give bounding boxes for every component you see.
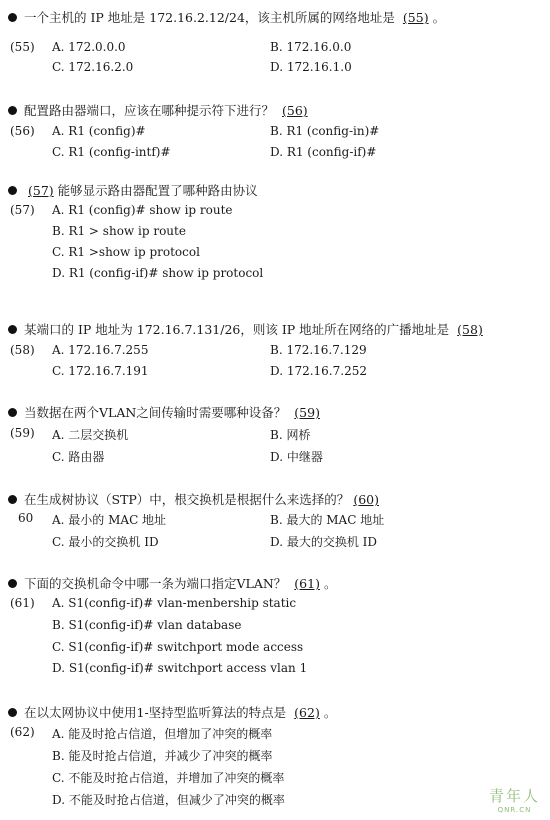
question-stem	[8, 574, 336, 592]
question-number: (55)	[10, 40, 35, 54]
option-d: D. 最大的交换机 ID	[270, 535, 377, 549]
stem-end: 。	[323, 705, 337, 720]
bullet-icon	[8, 325, 17, 334]
stem-text: 能够显示路由器配置了哪种路由协议	[57, 183, 258, 198]
option-b: B. 172.16.7.129	[270, 343, 367, 357]
stem-text: 在以太网协议中使用1-坚持型监听算法的特点是	[24, 705, 287, 720]
question-number: (58)	[10, 343, 35, 357]
option-c: C. R1 >show ip protocol	[52, 245, 200, 259]
bullet-icon	[8, 495, 17, 504]
question-stem	[8, 320, 487, 338]
option-b: B. 能及时抢占信道，并减少了冲突的概率	[52, 749, 273, 763]
question-stem	[8, 8, 445, 26]
option-c: C. R1 (config-intf)#	[52, 145, 171, 159]
bullet-icon	[8, 186, 17, 195]
option-b: B. R1 (config-in)#	[270, 124, 380, 138]
option-d: D. 不能及时抢占信道，但减少了冲突的概率	[52, 793, 285, 807]
question-stem	[8, 181, 258, 199]
option-a: A. R1 (config)# show ip route	[52, 203, 233, 217]
bullet-icon	[8, 106, 17, 115]
bullet-icon	[8, 708, 17, 717]
stem-end: 。	[323, 576, 337, 591]
question-stem	[8, 403, 324, 421]
bullet-icon	[8, 13, 17, 22]
option-b: B. 172.16.0.0	[270, 40, 352, 54]
question-number: 60	[18, 511, 34, 525]
answer-blank: (60)	[353, 492, 379, 507]
question-stem	[8, 703, 336, 721]
question-number: (59)	[10, 426, 35, 440]
stem-text: 在生成树协议（STP）中，根交换机是根据什么来选择的？	[24, 492, 350, 507]
option-c: C. 路由器	[52, 450, 105, 464]
stem-text: 一个主机的 IP 地址是 172.16.2.12/24，该主机所属的网络地址是	[24, 10, 395, 25]
bullet-icon	[8, 579, 17, 588]
question-stem	[8, 101, 312, 119]
option-c: C. S1(config-if)# switchport mode access	[52, 640, 304, 654]
option-c: C. 172.16.2.0	[52, 60, 134, 74]
option-d: D. R1 (config-if)#	[270, 145, 377, 159]
stem-end: 。	[432, 10, 446, 25]
watermark-sub-text: QNR.CN	[497, 806, 532, 814]
option-a: A. 172.16.7.255	[52, 343, 149, 357]
stem-text: 当数据在两个VLAN之间传输时需要哪种设备？	[24, 405, 287, 420]
option-c: C. 不能及时抢占信道，并增加了冲突的概率	[52, 771, 285, 785]
option-a: A. R1 (config)#	[52, 124, 146, 138]
option-b: B. 网桥	[270, 428, 311, 442]
answer-blank: (62)	[294, 705, 320, 720]
question-number: (62)	[10, 725, 35, 739]
answer-blank: (61)	[294, 576, 320, 591]
answer-blank: (57)	[28, 183, 54, 198]
option-a: A. 172.0.0.0	[52, 40, 126, 54]
watermark-main-text: 青年人	[488, 787, 540, 805]
option-c: C. 172.16.7.191	[52, 364, 149, 378]
answer-blank: (59)	[294, 405, 320, 420]
option-d: D. S1(config-if)# switchport access vlan 1	[52, 661, 308, 675]
bullet-icon	[8, 408, 17, 417]
answer-blank: (56)	[282, 103, 308, 118]
option-a: A. 最小的 MAC 地址	[52, 513, 167, 527]
option-d: D. 172.16.1.0	[270, 60, 352, 74]
option-b: B. 最大的 MAC 地址	[270, 513, 385, 527]
option-b: B. R1 > show ip route	[52, 224, 186, 238]
stem-text: 下面的交换机命令中哪一条为端口指定VLAN？	[24, 576, 287, 591]
stem-text: 某端口的 IP 地址为 172.16.7.131/26，则该 IP 地址所在网络的广播地址是	[24, 322, 450, 337]
question-stem	[8, 490, 383, 508]
question-number: (57)	[10, 203, 35, 217]
answer-blank: (55)	[402, 10, 429, 25]
stem-text: 配置路由器端口，应该在哪种提示符下进行？	[24, 103, 275, 118]
option-d: D. 172.16.7.252	[270, 364, 367, 378]
option-d: D. R1 (config-if)# show ip protocol	[52, 266, 264, 280]
option-a: A. 能及时抢占信道，但增加了冲突的概率	[52, 727, 273, 741]
question-number: (61)	[10, 596, 35, 610]
option-d: D. 中继器	[270, 450, 323, 464]
question-number: (56)	[10, 124, 35, 138]
option-c: C. 最小的交换机 ID	[52, 535, 159, 549]
option-a: A. 二层交换机	[52, 428, 129, 442]
answer-blank: (58)	[457, 322, 483, 337]
watermark-logo	[489, 785, 540, 814]
option-a: A. S1(config-if)# vlan-menbership static	[52, 596, 297, 610]
option-b: B. S1(config-if)# vlan database	[52, 618, 242, 632]
